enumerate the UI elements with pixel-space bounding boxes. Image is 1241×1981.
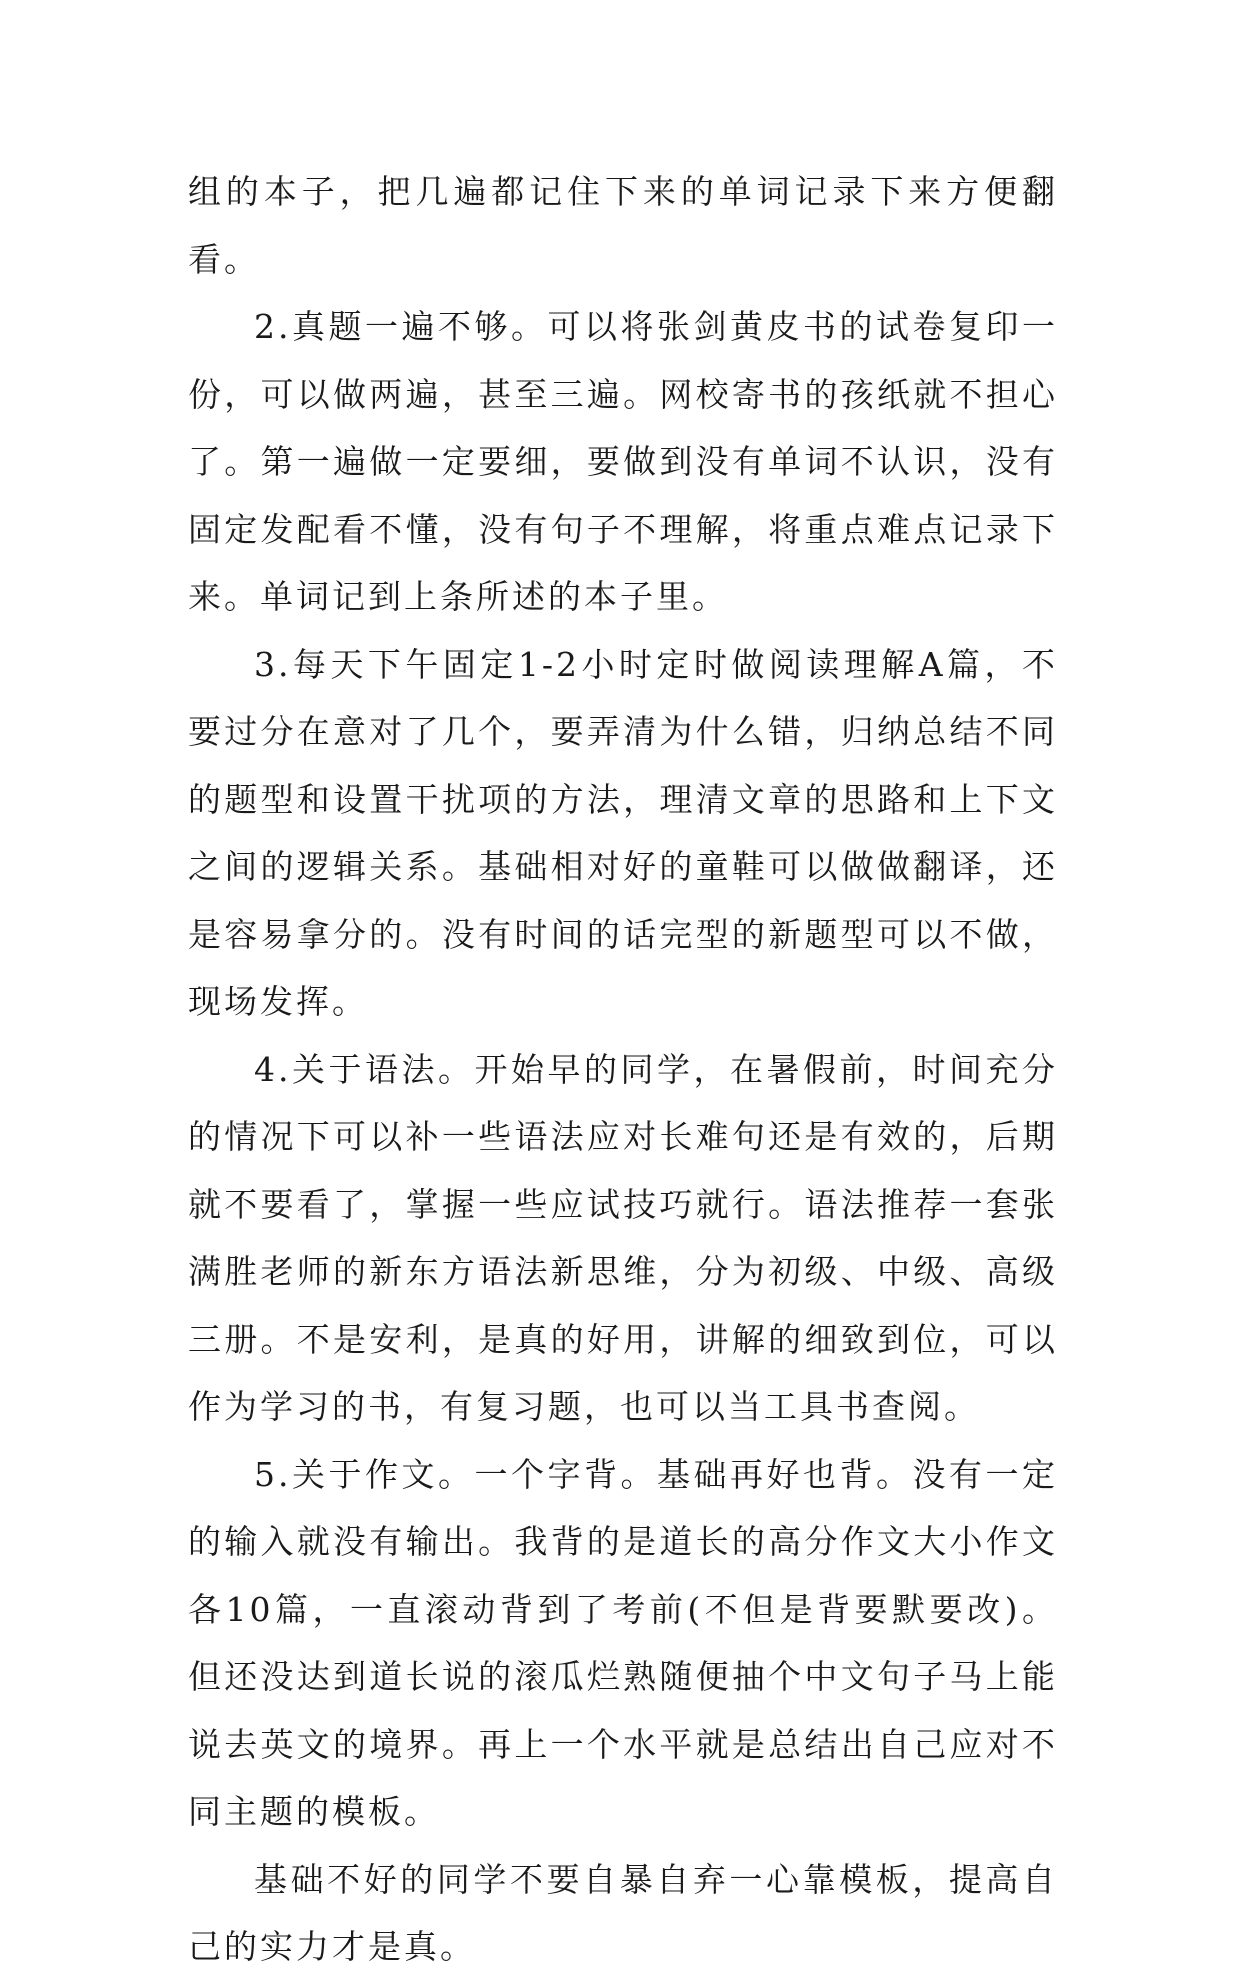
paragraph-item-2: 2.真题一遍不够。可以将张剑黄皮书的试卷复印一份，可以做两遍，甚至三遍。网校寄书的孩纸就不担心了。第一遍做一定要细，要做到没有单词不认识，没有固定发配看不懂，没有句子不理解，将重点难点记录下来。单词记到上条所述的本子里。 xyxy=(188,307,1058,616)
paragraph-item-3: 3.每天下午固定1-2小时定时做阅读理解A篇，不要过分在意对了几个，要弄清为什么错，归纳总结不同的题型和设置干扰项的方法，理清文章的思路和上下文之间的逻辑关系。基础相对好的童鞋可以做做翻译，还是容易拿分的。没有时间的话完型的新题型可以不做，现场发挥。 xyxy=(188,644,1058,1021)
paragraph-item-5: 5.关于作文。一个字背。基础再好也背。没有一定的输入就没有输出。我背的是道长的高分作文大小作文各10篇，一直滚动背到了考前(不但是背要默要改)。但还没达到道长说的滚瓜烂熟随便抽个中文句子马上能说去英文的境界。再上一个水平就是总结出自己应对不同主题的模板。 xyxy=(188,1454,1058,1831)
paragraph-closing: 基础不好的同学不要自暴自弃一心靠模板，提高自己的实力才是真。 xyxy=(188,1859,1058,1966)
paragraph-item-4: 4.关于语法。开始早的同学，在暑假前，时间充分的情况下可以补一些语法应对长难句还是有效的，后期就不要看了，掌握一些应试技巧就行。语法推荐一套张满胜老师的新东方语法新思维，分为初级、中级、高级三册。不是安利，是真的好用，讲解的细致到位，可以作为学习的书，有复习题，也可以当工具书查阅。 xyxy=(188,1049,1058,1426)
paragraph-continuation: 组的本子，把几遍都记住下来的单词记录下来方便翻看。 xyxy=(188,172,1058,279)
document-body xyxy=(188,158,1058,1981)
